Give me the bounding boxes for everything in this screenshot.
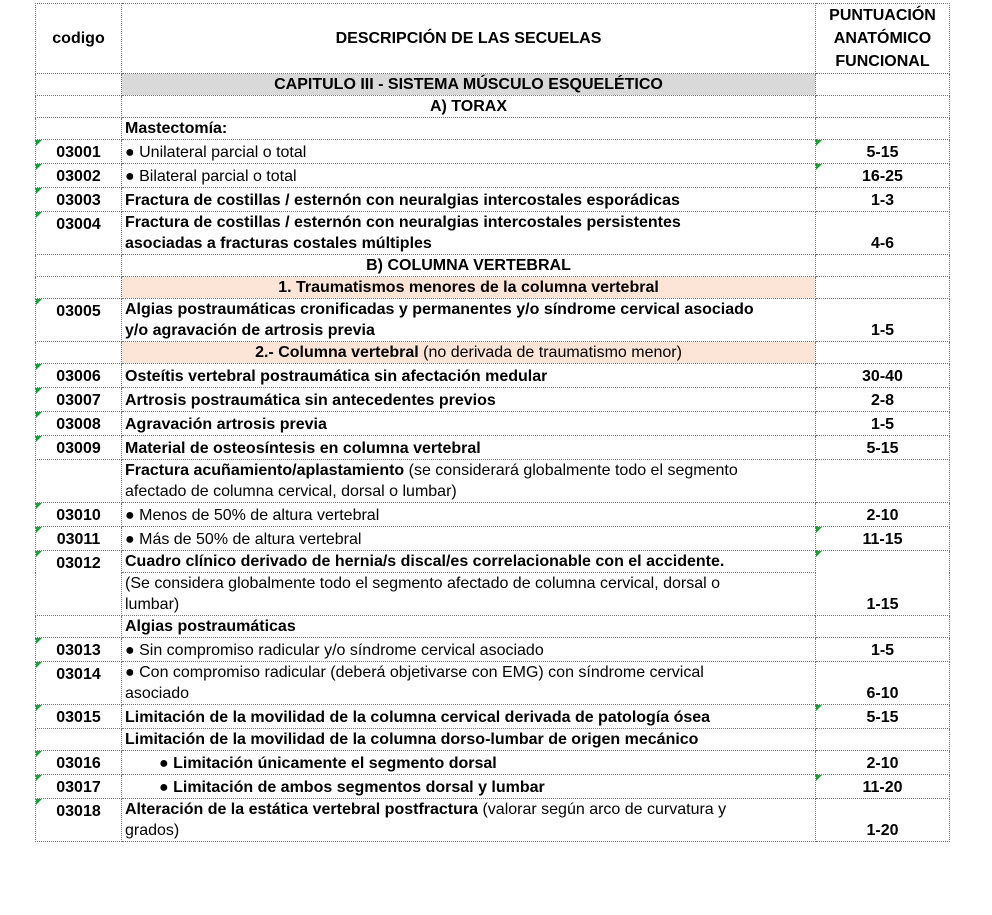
comment-marker-icon [36,503,42,509]
header-score-line2: ANATÓMICO [833,30,932,47]
row-code: 03006 [36,364,122,388]
algias-label: Algias postraumáticas [122,616,816,638]
row-description: Alteración de la estática vertebral postfractura (valorar según arco de curvatura y grados) [122,799,816,842]
comment-marker-icon [36,436,42,442]
table-row [36,527,950,551]
header-code: codigo [36,4,122,74]
table-row [36,299,950,342]
table-row [36,638,950,662]
secuelas-table [35,3,950,842]
row-description: Material de osteosíntesis en columna vertebral [122,436,816,460]
group-row [36,118,950,140]
comment-marker-icon [36,638,42,644]
fractura-label: Fractura acuñamiento/aplastamiento (se considerará globalmente todo el segmento afectado de columna cervical, dorsal o lumbar) [122,460,816,503]
row-description: Algias postraumáticas cronificadas y permanentes y/o síndrome cervical asociado y/o agravación de artrosis previa [122,299,816,342]
section-row [36,255,950,277]
row-score: 11-20 [816,775,950,799]
limitacion-dl-label: Limitación de la movilidad de la columna dorso-lumbar de origen mecánico [122,729,816,751]
row-score: 1-5 [816,638,950,662]
row-description: Osteítis vertebral postraumática sin afectación medular [122,364,816,388]
row-description: ● Limitación únicamente el segmento dorsal [122,751,816,775]
row-code: 03004 [36,212,122,255]
row-code: 03010 [36,503,122,527]
comment-marker-icon [36,164,42,170]
row-description: Artrosis postraumática sin antecedentes previos [122,388,816,412]
comment-marker-icon [36,212,42,218]
row-score: 5-15 [816,705,950,729]
row-code: 03012 [36,551,122,616]
row-code: 03001 [36,140,122,164]
table-row [36,140,950,164]
subsection-1-title: 1. Traumatismos menores de la columna vertebral [122,277,816,299]
row-score: 1-20 [816,799,950,842]
comment-marker-icon [816,775,822,781]
row-score: 1-5 [816,412,950,436]
table-row [36,412,950,436]
row-description: Fractura de costillas / esternón con neuralgias intercostales persistentes asociadas a fracturas costales múltiples [122,212,816,255]
row-score: 6-10 [816,662,950,705]
comment-marker-icon [36,751,42,757]
table-row [36,188,950,212]
section-row [36,96,950,118]
comment-marker-icon [816,164,822,170]
table-row [36,775,950,799]
row-description: ● Con compromiso radicular (deberá objetivarse con EMG) con síndrome cervical asociado [122,662,816,705]
row-description: ● Bilateral parcial o total [122,164,816,188]
row-description: ● Unilateral parcial o total [122,140,816,164]
subsection-2-title: 2.- Columna vertebral (no derivada de traumatismo menor) [122,342,816,364]
row-description: Agravación artrosis previa [122,412,816,436]
row-score: 5-15 [816,436,950,460]
table-row [36,364,950,388]
row-description: ● Más de 50% de altura vertebral [122,527,816,551]
table-row [36,705,950,729]
table-row-note [36,573,950,616]
chapter-row [36,74,950,96]
row-code: 03003 [36,188,122,212]
row-score: 4-6 [816,212,950,255]
row-description: Fractura de costillas / esternón con neuralgias intercostales esporádicas [122,188,816,212]
row-description: Cuadro clínico derivado de hernia/s discal/es correlacionable con el accidente. [122,551,816,573]
row-code: 03015 [36,705,122,729]
group-row [36,616,950,638]
table-row [36,751,950,775]
row-code: 03002 [36,164,122,188]
group-row [36,729,950,751]
comment-marker-icon [36,662,42,668]
row-description: ● Limitación de ambos segmentos dorsal y lumbar [122,775,816,799]
comment-marker-icon [816,140,822,146]
row-score: 11-15 [816,527,950,551]
table-row [36,388,950,412]
comment-marker-icon [36,299,42,305]
table-row [36,662,950,705]
header-row [36,4,950,74]
table-row [36,799,950,842]
row-description: ● Sin compromiso radicular y/o síndrome cervical asociado [122,638,816,662]
comment-marker-icon [36,527,42,533]
row-note: (Se considera globalmente todo el segmento afectado de columna cervical, dorsal o lumbar) [122,573,816,616]
comment-marker-icon [36,551,42,557]
comment-marker-icon [816,705,822,711]
comment-marker-icon [36,140,42,146]
header-score-line1: PUNTUACIÓN [829,7,936,24]
comment-marker-icon [36,412,42,418]
row-code: 03018 [36,799,122,842]
table-row [36,551,950,573]
header-score-line3: FUNCIONAL [835,53,930,70]
row-code: 03011 [36,527,122,551]
row-score: 2-10 [816,751,950,775]
row-score: 2-8 [816,388,950,412]
comment-marker-icon [36,705,42,711]
mastectomia-label: Mastectomía: [122,118,816,140]
row-code: 03008 [36,412,122,436]
section-b-title: B) COLUMNA VERTEBRAL [122,255,816,277]
row-score: 1-15 [816,551,950,616]
row-code: 03007 [36,388,122,412]
comment-marker-icon [36,188,42,194]
comment-marker-icon [36,364,42,370]
header-description: DESCRIPCIÓN DE LAS SECUELAS [122,4,816,74]
row-score: 16-25 [816,164,950,188]
comment-marker-icon [36,799,42,805]
row-description: Limitación de la movilidad de la columna cervical derivada de patología ósea [122,705,816,729]
group-row [36,460,950,503]
row-score: 1-5 [816,299,950,342]
comment-marker-icon [816,551,822,557]
comment-marker-icon [36,775,42,781]
chapter-title: CAPITULO III - SISTEMA MÚSCULO ESQUELÉTICO [122,74,816,96]
row-code: 03009 [36,436,122,460]
table-row [36,212,950,255]
table-row [36,436,950,460]
header-score [816,4,950,74]
row-code: 03005 [36,299,122,342]
row-score: 1-3 [816,188,950,212]
row-code: 03013 [36,638,122,662]
table-row [36,164,950,188]
subsection-row [36,342,950,364]
subsection-row [36,277,950,299]
comment-marker-icon [36,388,42,394]
row-score: 30-40 [816,364,950,388]
table-row [36,503,950,527]
section-a-title: A) TORAX [122,96,816,118]
row-score: 5-15 [816,140,950,164]
row-code: 03014 [36,662,122,705]
row-score: 2-10 [816,503,950,527]
row-code: 03016 [36,751,122,775]
row-code: 03017 [36,775,122,799]
comment-marker-icon [816,527,822,533]
row-description: ● Menos de 50% de altura vertebral [122,503,816,527]
